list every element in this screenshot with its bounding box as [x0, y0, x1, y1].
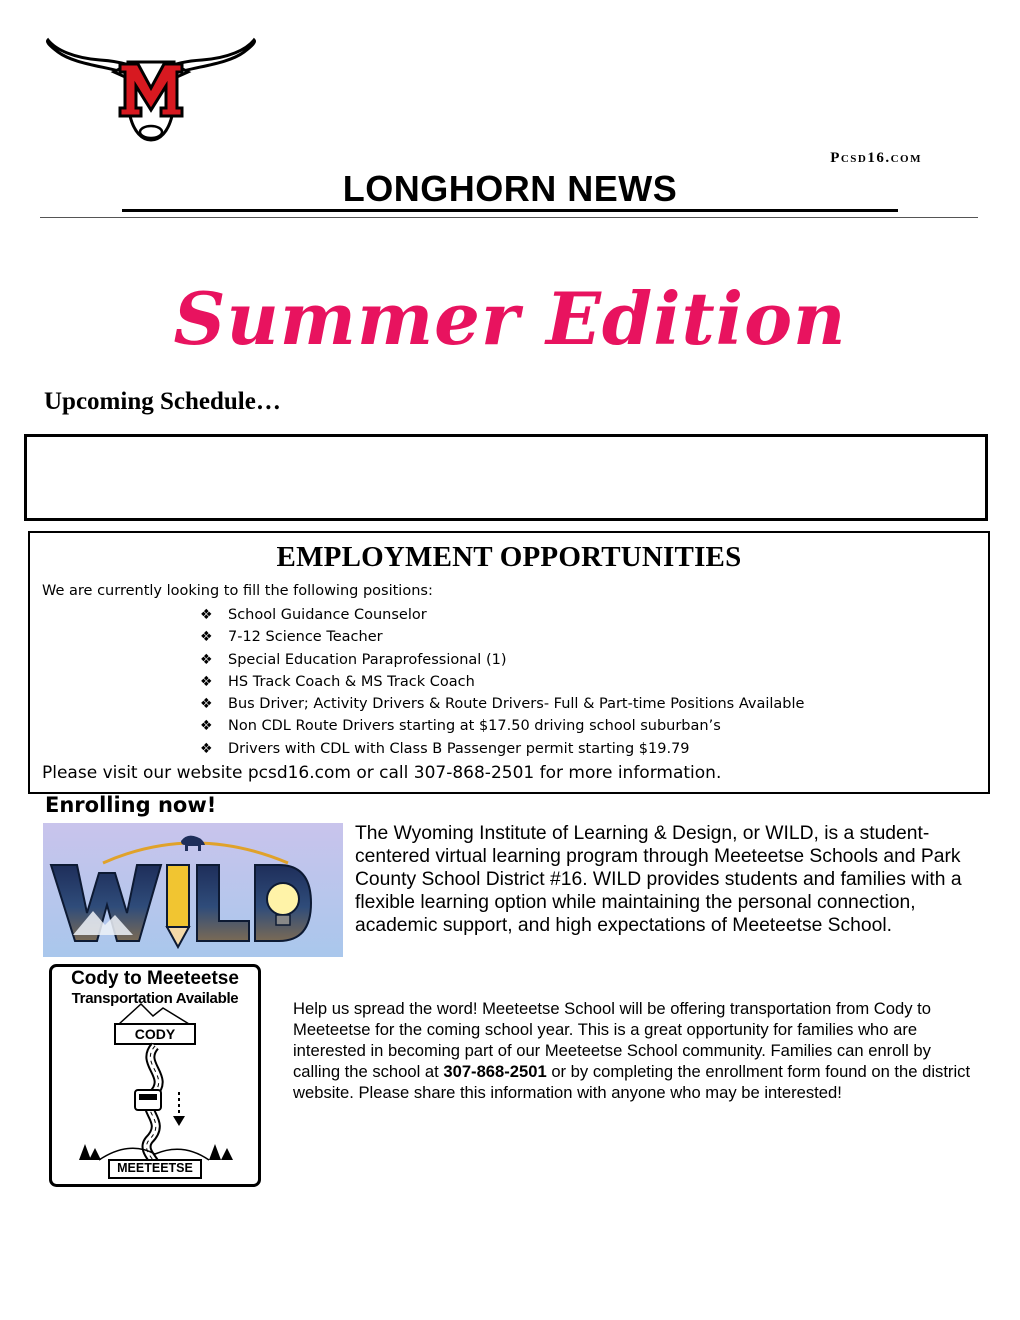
header-divider — [40, 217, 978, 218]
list-item: ❖ Special Education Paraprofessional (1) — [200, 649, 804, 671]
enroll-phone-number: 307-868-2501 — [443, 1062, 547, 1081]
cody-transport-graphic — [49, 964, 261, 1187]
list-item: ❖ School Guidance Counselor — [200, 604, 804, 626]
employment-footer: Please visit our website pcsd16.com or call 307-868-2501 for more information. — [42, 763, 722, 783]
list-item: ❖ 7-12 Science Teacher — [200, 626, 804, 648]
diamond-bullet-icon: ❖ — [200, 651, 213, 668]
website-label: Pcsd16.com — [830, 150, 922, 166]
masthead-title: LONGHORN NEWS — [342, 168, 678, 209]
diamond-bullet-icon: ❖ — [200, 718, 213, 735]
list-item: ❖ Drivers with CDL with Class B Passenger permit starting $19.79 — [200, 738, 804, 760]
diamond-bullet-icon: ❖ — [200, 607, 213, 623]
upcoming-schedule-heading: Upcoming Schedule… — [44, 388, 281, 415]
list-item: ❖ Non CDL Route Drivers starting at $17.50 driving school suburban’s — [200, 715, 804, 737]
diamond-bullet-icon: ❖ — [200, 740, 213, 757]
meeteetse-sign-label: MEETEETSE — [117, 1161, 193, 1175]
cody-sign-label: CODY — [134, 1026, 176, 1042]
cody-transport-description: Help us spread the word! Meeteetse School will be offering transportation from Cody to Meeteetse for the coming school year. This is a great opportunity for families who are interested in becoming part of our Meeteetse School community. Families can enroll by calling the school at 307-868-2501 or by completing the enrollment form found on the district website. Please share this information with anyone who may be interested! — [293, 999, 971, 1102]
diamond-bullet-icon: ❖ — [200, 673, 213, 690]
schedule-box — [24, 434, 988, 521]
diamond-bullet-icon: ❖ — [200, 696, 213, 713]
wild-logo-image — [43, 823, 343, 957]
masthead — [122, 168, 898, 216]
masthead-underline — [122, 209, 898, 212]
enrolling-heading: Enrolling now! — [45, 793, 217, 817]
list-item: ❖ HS Track Coach & MS Track Coach — [200, 671, 804, 693]
list-item: ❖ Bus Driver; Activity Drivers & Route Drivers- Full & Part-time Positions Available — [200, 693, 804, 715]
edition-title: Summer Edition — [173, 276, 847, 361]
positions-list — [200, 604, 804, 760]
diamond-bullet-icon: ❖ — [200, 629, 213, 646]
wild-description: The Wyoming Institute of Learning & Design, or WILD, is a student-centered virtual learning program through Meeteetse Schools and Park County School District #16. WILD provides students and families with a flexible learning option while maintaining the personal connection, academic support, and high expectations of Meeteetse School. — [355, 823, 962, 936]
longhorn-logo — [44, 36, 258, 148]
cody-graphic-title: Cody to Meeteetse — [71, 968, 239, 989]
cody-graphic-subtitle: Transportation Available — [71, 990, 239, 1007]
employment-title: EMPLOYMENT OPPORTUNITIES — [276, 541, 742, 573]
employment-intro: We are currently looking to fill the following positions: — [42, 583, 433, 599]
employment-box — [28, 531, 990, 794]
